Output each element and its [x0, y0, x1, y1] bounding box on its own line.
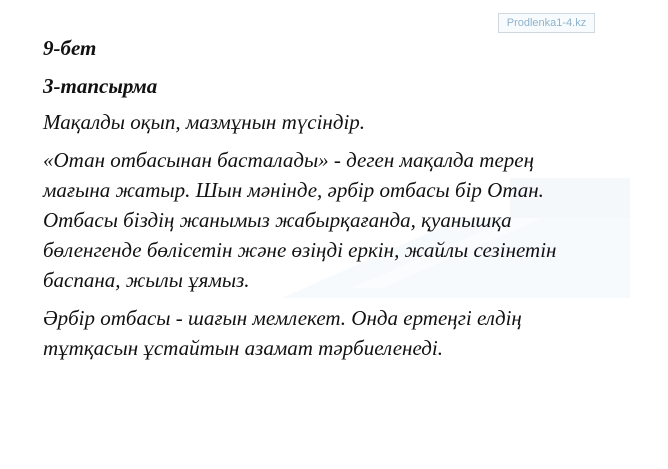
paragraph-proverb-meaning	[43, 145, 633, 295]
paragraph-line: тұтқасын ұстайтын азамат тәрбиеленеді.	[43, 336, 443, 360]
paragraph-line: «Отан отбасынан басталады» - деген мақалда терең	[43, 148, 535, 172]
watermark-badge	[498, 13, 595, 33]
paragraph-family-state	[43, 303, 633, 363]
paragraph-line: бөленгенде бөлісетін және өзіңді еркін, жайлы сезінетін	[43, 238, 557, 262]
task-heading: 3-тапсырма	[43, 74, 158, 98]
paragraph-line: Отбасы біздің жанымыз жабырқағанда, қуанышқа	[43, 208, 512, 232]
paragraph-line: Әрбір отбасы - шағын мемлекет. Онда ертеңгі елдің	[43, 306, 522, 330]
instruction-text: Мақалды оқып, мазмұнын түсіндір.	[43, 110, 366, 134]
paragraph-line: мағына жатыр. Шын мәнінде, әрбір отбасы бір Отан.	[43, 178, 544, 202]
page-number-label: 9-бет	[43, 36, 97, 60]
paragraph-line: баспана, жылы ұямыз.	[43, 268, 250, 292]
document-content	[43, 33, 633, 371]
watermark-site-text: Prodlenka1-4.kz	[506, 17, 587, 29]
